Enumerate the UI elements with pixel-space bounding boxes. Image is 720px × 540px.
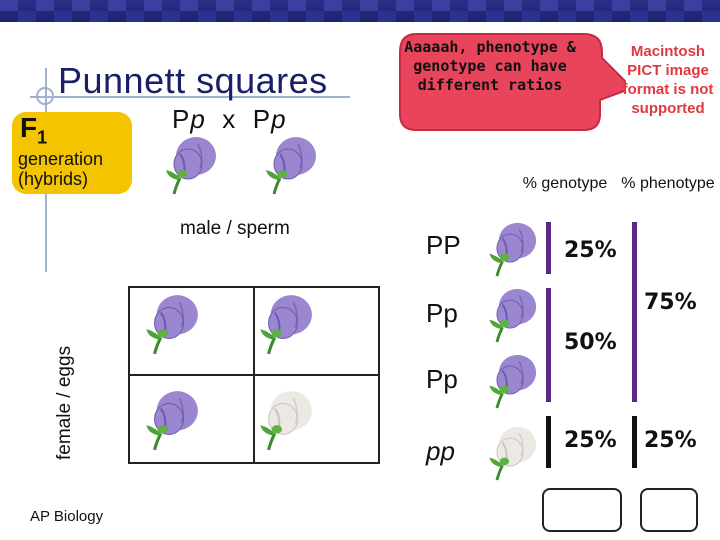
- ratio-box-phenotype: [640, 488, 698, 532]
- pheno-percent-rec: 25%: [644, 428, 697, 453]
- callout-text: Aaaaah, phenotype & genotype can have different ratios: [404, 38, 576, 94]
- punnett-cell-4: [252, 388, 314, 452]
- geno-percent-rec: 25%: [564, 428, 617, 453]
- geno-percent-pp: 25%: [564, 238, 617, 263]
- row-flower-4: [482, 424, 538, 482]
- geno-percent-het: 50%: [564, 330, 617, 355]
- top-bar-pattern: [0, 0, 720, 22]
- ratio-box-genotype: [542, 488, 622, 532]
- row-flower-3: [482, 352, 538, 410]
- genotype-pp-recessive: pp: [426, 436, 455, 466]
- f1-label: $F_1$: [20, 112, 48, 148]
- pheno-percent-dom: 75%: [644, 290, 697, 315]
- pict-placeholder: Macintosh PICT image format is not supported: [622, 43, 714, 117]
- bar-genotype-het: [546, 288, 551, 402]
- female-label: female / eggs: [54, 345, 75, 460]
- punnett-cell-1: [138, 292, 200, 356]
- parent-flower-left: [158, 134, 218, 196]
- genotype-pp-het-2: Pp: [426, 364, 458, 394]
- punnett-cell-3: [138, 388, 200, 452]
- cross-text: Pp x Pp: [172, 104, 287, 134]
- genotype-pp-het-1: Pp: [426, 298, 458, 328]
- male-label: male / sperm: [180, 218, 290, 239]
- footer-label: AP Biology: [30, 508, 104, 525]
- genotype-pp-dominant: PP: [426, 230, 461, 260]
- bar-phenotype-dom: [632, 222, 637, 402]
- column-head-phenotype: % phenotype: [621, 175, 715, 192]
- punnett-cell-2: [252, 292, 314, 356]
- bar-phenotype-rec: [632, 416, 637, 468]
- bar-genotype-pp: [546, 222, 551, 274]
- row-flower-2: [482, 286, 538, 344]
- crosshair-icon: [36, 87, 54, 105]
- parent-flower-right: [258, 134, 318, 196]
- bar-genotype-rec: [546, 416, 551, 468]
- grid-divider-horizontal: [128, 374, 380, 376]
- row-flower-1: [482, 220, 538, 278]
- slide-title: Punnett squares: [58, 60, 328, 101]
- column-head-genotype: % genotype: [522, 175, 608, 192]
- generation-text: generation (hybrids): [18, 149, 104, 189]
